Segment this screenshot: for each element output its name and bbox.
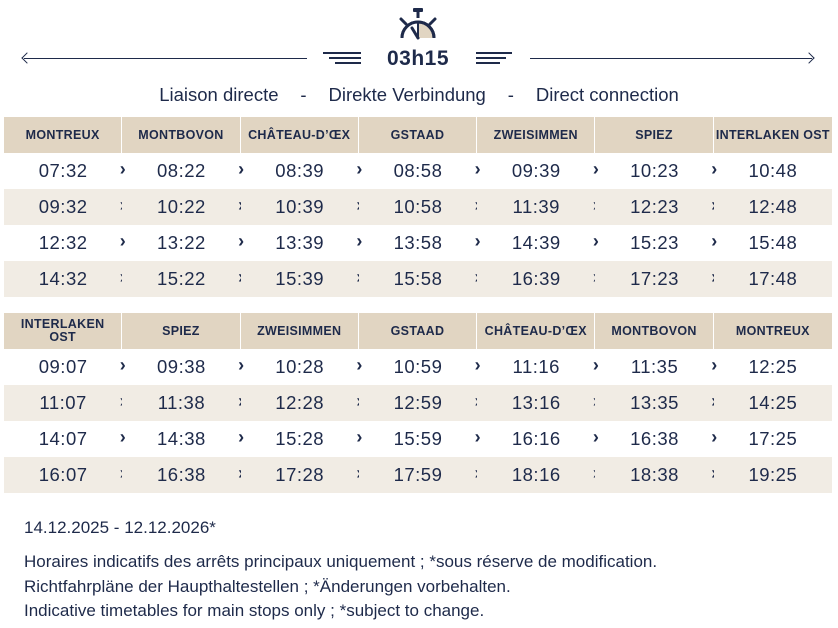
time-cell: 17:23 ›: [595, 261, 713, 297]
time-cell: 17:25: [748, 428, 798, 449]
station-header: CHÂTEAU-D’ŒX: [477, 313, 595, 349]
time-cell: 08:58 ›: [359, 153, 477, 189]
station-header: MONTREUX: [4, 117, 122, 153]
time-cell: 16:38 ›: [595, 421, 713, 457]
time-cell: 15:39 ›: [241, 261, 359, 297]
time-cell: 15:59 ›: [359, 421, 477, 457]
timetable-return: [4, 313, 832, 493]
time-cell: 15:48: [748, 232, 798, 253]
connection-subtitle: [0, 84, 838, 106]
validity-period: 14.12.2025 - 12.12.2026*: [24, 518, 216, 537]
time-cell: 16:38 ›: [122, 457, 240, 493]
time-cell: 19:25: [714, 457, 832, 493]
station-header: SPIEZ: [595, 117, 713, 153]
time-cell: 17:48: [714, 261, 832, 297]
time-cell: 14:39 ›: [477, 225, 595, 261]
time-cell: 12:28 ›: [241, 385, 359, 421]
time-cell: 16:07 ›: [4, 457, 122, 493]
time-cell: 13:58 ›: [359, 225, 477, 261]
time-cell: 17:28 ›: [241, 457, 359, 493]
time-cell: 15:22 ›: [122, 261, 240, 297]
table-row: [4, 349, 832, 385]
time-cell: 12:59 ›: [359, 385, 477, 421]
table-row: [4, 385, 832, 421]
journey-duration: 03h15: [386, 47, 450, 70]
time-cell: 12:25: [748, 356, 798, 377]
time-cell: 09:07 ›: [4, 349, 122, 385]
time-cell: 17:59 ›: [359, 457, 477, 493]
time-cell: 10:39 ›: [241, 189, 359, 225]
time-cell: 14:25: [714, 385, 832, 421]
journey-header: [0, 0, 838, 112]
stopwatch-icon: [396, 6, 440, 40]
time-cell: 11:07 ›: [4, 385, 122, 421]
time-cell: 10:28 ›: [241, 349, 359, 385]
table-row: [4, 225, 832, 261]
time-cell: 13:35 ›: [595, 385, 713, 421]
station-header: GSTAAD: [359, 117, 477, 153]
note-en: Indicative timetables for main stops only ; *subject to change.: [24, 601, 485, 620]
time-cell: 09:32 ›: [4, 189, 122, 225]
table-row: [4, 421, 832, 457]
station-header: ZWEISIMMEN: [477, 117, 595, 153]
time-cell: 16:16 ›: [477, 421, 595, 457]
time-cell: 13:22 ›: [122, 225, 240, 261]
time-cell: 07:32 ›: [4, 153, 122, 189]
time-cell: 10:58 ›: [359, 189, 477, 225]
station-header: CHÂTEAU-D’ŒX: [241, 117, 359, 153]
station-header: INTERLAKEN OST: [714, 117, 832, 153]
time-cell: 14:38 ›: [122, 421, 240, 457]
table-row: [4, 153, 832, 189]
time-cell: 14:32 ›: [4, 261, 122, 297]
time-cell: 12:48: [714, 189, 832, 225]
speed-lines-icon: [474, 51, 514, 67]
time-cell: 09:39 ›: [477, 153, 595, 189]
time-cell: 11:35 ›: [595, 349, 713, 385]
subtitle-en: Direct connection: [535, 84, 679, 105]
time-cell: 12:23 ›: [595, 189, 713, 225]
time-cell: 10:23 ›: [595, 153, 713, 189]
subtitle-separator: -: [300, 84, 307, 105]
time-cell: 10:22 ›: [122, 189, 240, 225]
time-cell: 10:59 ›: [359, 349, 477, 385]
time-cell: 18:16 ›: [477, 457, 595, 493]
footer-notes: [24, 517, 824, 624]
station-header: MONTBOVON: [595, 313, 713, 349]
station-header-row: [4, 117, 832, 153]
time-cell: 09:38 ›: [122, 349, 240, 385]
station-header: GSTAAD: [359, 313, 477, 349]
table-row: [4, 261, 832, 297]
timetable-outbound: [4, 117, 832, 297]
time-cell: 11:16 ›: [477, 349, 595, 385]
station-header: ZWEISIMMEN: [241, 313, 359, 349]
time-cell: 13:39 ›: [241, 225, 359, 261]
time-cell: 16:39 ›: [477, 261, 595, 297]
table-row: [4, 189, 832, 225]
subtitle-fr: Liaison directe: [159, 84, 279, 105]
time-cell: 12:32 ›: [4, 225, 122, 261]
station-header: MONTBOVON: [122, 117, 240, 153]
time-cell: 08:22 ›: [122, 153, 240, 189]
table-row: [4, 457, 832, 493]
note-de: Richtfahrpläne der Haupthaltestellen ; *Änderungen vorbehalten.: [24, 576, 511, 596]
speed-lines-icon: [323, 51, 363, 67]
subtitle-separator: -: [507, 84, 514, 105]
station-header: INTERLAKEN OST: [4, 313, 122, 349]
arrow-left-icon: [24, 58, 307, 59]
time-cell: 15:28 ›: [241, 421, 359, 457]
time-cell: 15:58 ›: [359, 261, 477, 297]
station-header: SPIEZ: [122, 313, 240, 349]
time-cell: 11:39 ›: [477, 189, 595, 225]
time-cell: 11:38 ›: [122, 385, 240, 421]
time-cell: 14:07 ›: [4, 421, 122, 457]
time-cell: 08:39 ›: [241, 153, 359, 189]
time-cell: 15:23 ›: [595, 225, 713, 261]
note-fr: Horaires indicatifs des arrêts principaux uniquement ; *sous réserve de modification.: [24, 552, 658, 571]
time-cell: 13:16 ›: [477, 385, 595, 421]
time-cell: 10:48: [748, 160, 798, 181]
subtitle-de: Direkte Verbindung: [328, 84, 486, 105]
time-cell: 18:38 ›: [595, 457, 713, 493]
station-header: MONTREUX: [714, 313, 832, 349]
station-header-row: [4, 313, 832, 349]
arrow-right-icon: [530, 58, 812, 59]
